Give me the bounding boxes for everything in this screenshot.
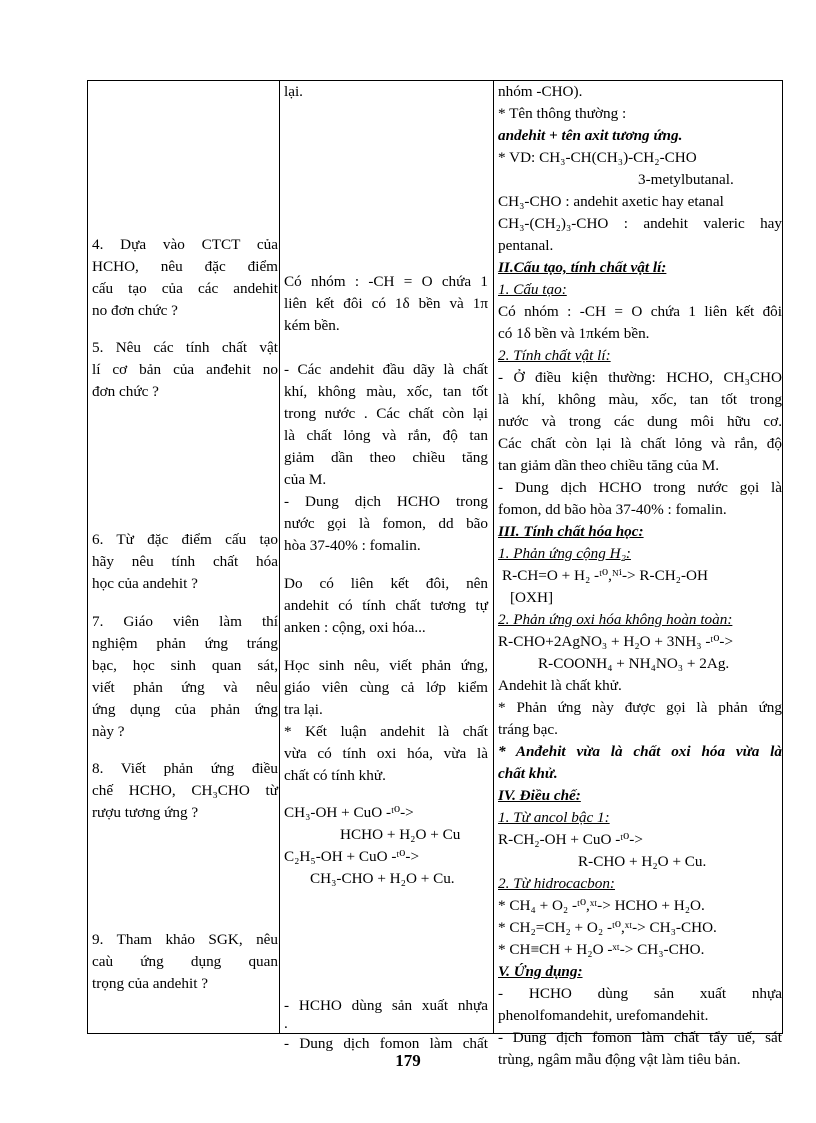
col2-line: HCHO + H₂O + Cu: [340, 826, 461, 843]
col3-line: CH₃-(CH₂)₃-CHO : andehit valeric hay: [498, 215, 782, 232]
col1-line: 9. Tham khảo SGK, nêu: [92, 931, 278, 948]
col3-line: 1. Phản ứng cộng H₂:: [498, 545, 631, 562]
col1-line: rượu tương ứng ?: [92, 804, 199, 821]
col3-line: tráng bạc.: [498, 721, 558, 738]
col1-line: no đơn chức ?: [92, 302, 178, 319]
col1-line: lí cơ bản của anđehit no: [92, 361, 278, 378]
col3-line: là khí, không màu, xốc, tan tốt trong: [498, 391, 782, 408]
col1-line: viết phản ứng và nêu: [92, 679, 278, 696]
col3-line: tan giảm dần theo chiều tăng của M.: [498, 457, 719, 474]
col2-line: chất có tính khử.: [284, 767, 386, 784]
column-divider: [279, 81, 280, 1033]
col3-line: R-COONH₄ + NH₄NO₃ + 2Ag.: [538, 655, 730, 672]
col2-line: Có nhóm : -CH = O chứa 1: [284, 273, 488, 290]
col3-line: R-CH=O + H₂ -ᵗ⁰,ᴺⁱ-> R-CH₂-OH: [502, 567, 708, 584]
col1-line: 8. Viết phản ứng điều: [92, 760, 278, 777]
col3-line: trùng, ngâm mẫu động vật làm tiêu bản.: [498, 1051, 741, 1068]
col3-line: - Ở điều kiện thường: HCHO, CH₃CHO: [498, 369, 782, 386]
col1-line: học của andehit ?: [92, 575, 198, 592]
col2-line: vừa có tính oxi hóa, vừa là: [284, 745, 488, 762]
col3-line: CH₃-CHO : andehit axetic hay etanal: [498, 193, 724, 210]
col2-line: nước gọi là fomon, dd bão: [284, 515, 488, 532]
col3-line: andehit + tên axit tương ứng.: [498, 127, 683, 144]
col2-line: giảm dần theo chiều tăng: [284, 449, 488, 466]
col2-line: giáo viên cùng cả lớp kiểm: [284, 679, 488, 696]
col3-line: nhóm -CHO).: [498, 83, 583, 100]
col1-line: trọng của andehit ?: [92, 975, 208, 992]
col2-line: kém bền.: [284, 317, 340, 334]
col2-line: trong nước . Các chất còn lại: [284, 405, 488, 422]
col2-line: .: [284, 1015, 288, 1032]
col1-line: nghiệm phản ứng tráng: [92, 635, 278, 652]
col3-line: * CH≡CH + H₂O -ˣᵗ-> CH₃-CHO.: [498, 941, 705, 958]
col3-line: pentanal.: [498, 237, 554, 254]
column-divider: [493, 81, 494, 1033]
col2-line: CH₃-CHO + H₂O + Cu.: [310, 870, 455, 887]
col3-line: R-CH₂-OH + CuO -ᵗ⁰->: [498, 831, 643, 848]
col2-line: C₂H₅-OH + CuO -ᵗ⁰->: [284, 848, 420, 865]
col3-line: V. Ứng dụng:: [498, 963, 583, 980]
col2-line: - Các andehit đầu dãy là chất: [284, 361, 488, 378]
col3-line: Các chất còn lại là chất lỏng và rắn, độ: [498, 435, 782, 452]
col3-line: fomon, dd bão hòa 37-40% : fomalin.: [498, 501, 727, 518]
col2-line: Học sinh nêu, viết phản ứng,: [284, 657, 488, 674]
col3-line: * Tên thông thường :: [498, 105, 627, 122]
col3-line: 2. Tính chất vật lí:: [498, 347, 611, 364]
col2-line: hòa 37-40% : fomalin.: [284, 537, 421, 554]
col1-line: caù ứng dụng quan: [92, 953, 278, 970]
col2-line: andehit có tính chất tương tự: [284, 597, 488, 614]
col2-line: * Kết luận andehit là chất: [284, 723, 488, 740]
col3-line: - HCHO dùng sản xuất nhựa: [498, 985, 782, 1002]
col1-line: hãy nêu tính chất hóa: [92, 553, 278, 570]
col3-line: R-CHO+2AgNO₃ + H₂O + 3NH₃ -ᵗ⁰->: [498, 633, 734, 650]
col2-line: tra lại.: [284, 701, 323, 718]
col3-line: 3-metylbutanal.: [638, 171, 734, 188]
col3-line: * Phản ứng này được gọi là phản ứng: [498, 699, 782, 716]
col3-line: II.Cấu tạo, tính chất vật lí:: [498, 259, 667, 276]
col1-line: ứng dụng của phản ứng: [92, 701, 278, 718]
col3-line: * CH₄ + O₂ -ᵗ⁰,ˣᵗ-> HCHO + H₂O.: [498, 897, 705, 914]
col2-line: - HCHO dùng sản xuất nhựa: [284, 997, 488, 1014]
col2-line: CH₃-OH + CuO -ᵗ⁰->: [284, 804, 414, 821]
col2-line: anken : cộng, oxi hóa...: [284, 619, 426, 636]
col3-line: 2. Phản ứng oxi hóa không hoàn toàn:: [498, 611, 733, 628]
col1-line: chế HCHO, CH₃CHO từ: [92, 782, 278, 799]
col1-line: đơn chức ?: [92, 383, 159, 400]
col3-line: [OXH]: [510, 589, 554, 606]
col3-line: phenolfomandehit, urefomandehit.: [498, 1007, 709, 1024]
col2-line: lại.: [284, 83, 303, 100]
col3-line: * CH₂=CH₂ + O₂ -ᵗ⁰,ˣᵗ-> CH₃-CHO.: [498, 919, 717, 936]
col2-line: khí, không màu, xốc, tan tốt: [284, 383, 488, 400]
page-number: 179: [395, 1051, 421, 1070]
col3-line: R-CHO + H₂O + Cu.: [578, 853, 707, 870]
col1-line: HCHO, nêu đặc điểm: [92, 258, 278, 275]
col1-line: 4. Dựa vào CTCT của: [92, 236, 278, 253]
col3-line: chất khử.: [498, 765, 558, 782]
col2-line: liên kết đôi có 1δ bền và 1π: [284, 295, 488, 312]
col3-line: * VD: CH₃-CH(CH₃)-CH₂-CHO: [498, 149, 697, 166]
col2-line: là chất lỏng và rắn, độ tan: [284, 427, 488, 444]
col2-line: - Dung dịch fomon làm chất: [284, 1035, 488, 1052]
col3-line: III. Tính chất hóa học:: [498, 523, 644, 540]
col1-line: cấu tạo của các andehit: [92, 280, 278, 297]
col2-line: của M.: [284, 471, 327, 488]
col3-line: nước và trong các dung môi hữu cơ.: [498, 413, 782, 430]
col3-line: - Dung dịch HCHO trong nước gọi là: [498, 479, 782, 496]
col1-line: 5. Nêu các tính chất vật: [92, 339, 278, 356]
col3-line: 2. Từ hidrocacbon:: [498, 875, 615, 892]
col1-line: bạc, học sinh quan sát,: [92, 657, 278, 674]
col3-line: 1. Từ ancol bậc 1:: [498, 809, 610, 826]
col3-line: có 1δ bền và 1πkém bền.: [498, 325, 650, 342]
col3-line: IV. Điều chế:: [498, 787, 581, 804]
col1-line: 6. Từ đặc điểm cấu tạo: [92, 531, 278, 548]
col3-line: 1. Cấu tạo:: [498, 281, 567, 298]
col1-line: này ?: [92, 723, 125, 740]
col3-line: - Dung dịch fomon làm chất tẩy uế, sát: [498, 1029, 782, 1046]
col3-line: Có nhóm : -CH = O chứa 1 liên kết đôi: [498, 303, 782, 320]
col3-line: Andehit là chất khử.: [498, 677, 622, 694]
col2-line: Do có liên kết đôi, nên: [284, 575, 488, 592]
col2-line: - Dung dịch HCHO trong: [284, 493, 488, 510]
col1-line: 7. Giáo viên làm thí: [92, 613, 278, 630]
col3-line: * Anđehit vừa là chất oxi hóa vừa là: [498, 743, 782, 760]
